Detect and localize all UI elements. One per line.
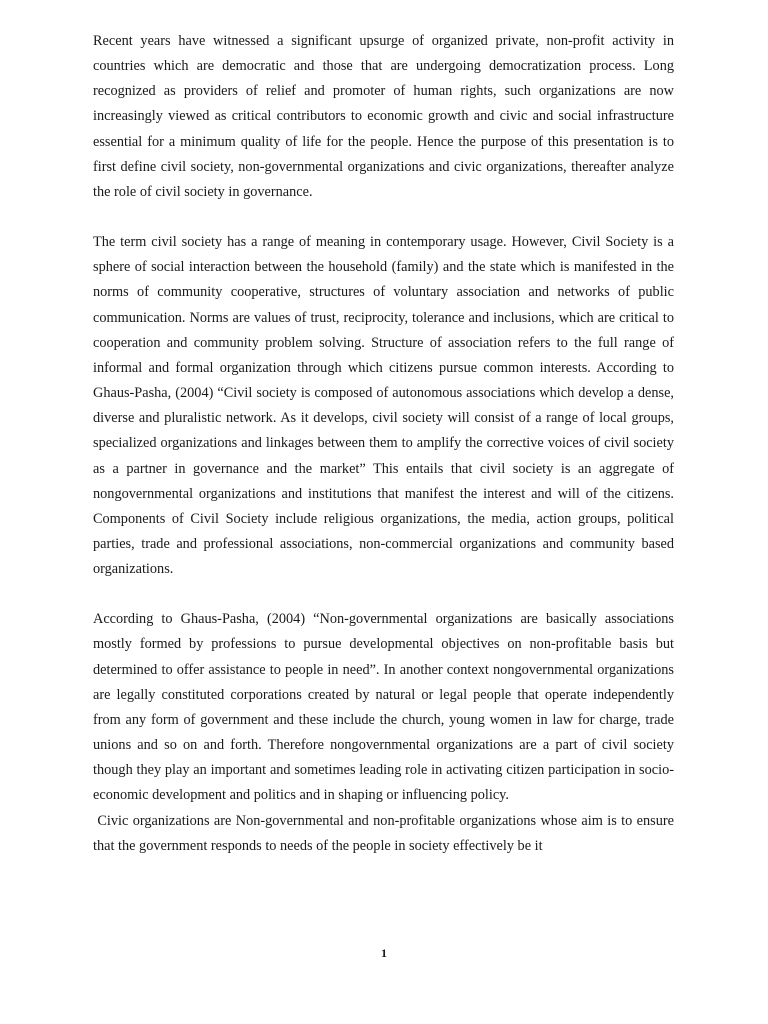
paragraph-civil-society-definition: The term civil society has a range of meaning in contemporary usage. However, Civil Society is a sphere of social interaction between the household (family) and the state which is manifested in the norms of community cooperative, structures of voluntary association and networks of public communication. Norms are values of trust, reciprocity, tolerance and inclusions, which are critical to cooperation and community problem solving. Structure of association refers to the full range of informal and formal organization through which citizens pursue common interests. According to Ghaus-Pasha, (2004) “Civil society is composed of autonomous associations which develop a dense, diverse and pluralistic network. As it develops, civil society will consist of a range of local groups, specialized organizations and linkages between them to amplify the corrective voices of civil society as a partner in governance and the market” This entails that civil society is an aggregate of nongovernmental organizations and institutions that manifest the interest and will of the citizens. Components of Civil Society include religious organizations, the media, action groups, political parties, trade and professional associations, non-commercial organizations and community based organizations.: [93, 234, 674, 578]
paragraph-ngo-definition: According to Ghaus-Pasha, (2004) “Non-governmental organizations are basically associations mostly formed by professions to pursue developmental objectives on non-profitable basis but determined to offer assistance to people in need”. In another context nongovernmental organizations are legally constituted corporations created by natural or legal people that operate independently from any form of government and these include the church, young women in law for charge, trade unions and so on and forth. Therefore nongovernmental organizations are a part of civil society though they play an important and sometimes leading role in activating citizen participation in socio-economic development and politics and in shaping or influencing policy.: [93, 611, 674, 804]
page-number: 1: [381, 946, 387, 960]
paragraph-intro: Recent years have witnessed a significant upsurge of organized private, non-profit activity in countries which are democratic and those that are undergoing democratization process. Long recognized as providers of relief and promoter of human rights, such organizations are now increasingly viewed as critical contributors to economic growth and civic and social infrastructure essential for a minimum quality of life for the people. Hence the purpose of this presentation is to first define civil society, non-governmental organizations and civic organizations, thereafter analyze the role of civil society in governance.: [93, 33, 674, 200]
paragraph-civic-organizations: Civic organizations are Non-governmental and non-profitable organizations whose aim is to ensure that the government responds to needs of the people in society effectively be it: [93, 812, 678, 854]
body-text: [93, 29, 678, 859]
